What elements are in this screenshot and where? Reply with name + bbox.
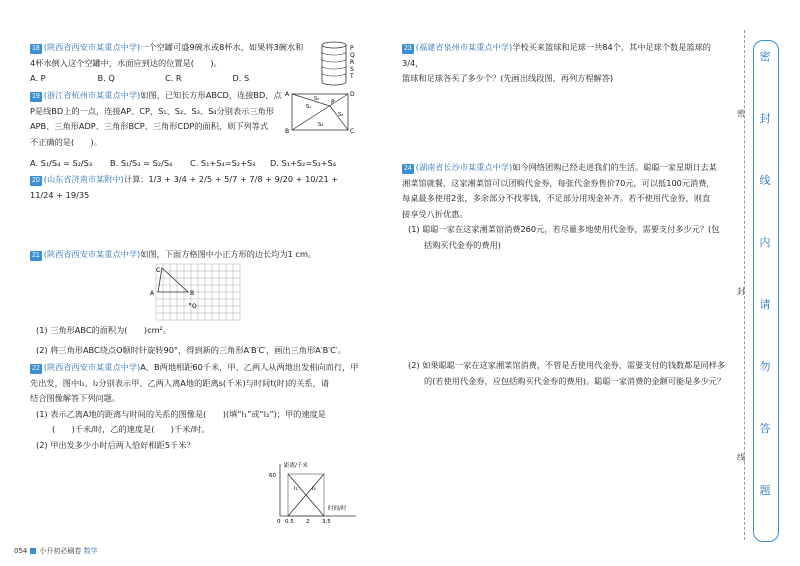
- x-tick-label: 2: [306, 519, 310, 525]
- mark-label: T: [350, 73, 354, 80]
- question-21-part2: (2) 将三角形ABC绕点O顺时针旋转90°，得到新的三角形A′B′C′，画出三角形A′B′C′。: [36, 345, 346, 355]
- question-text: P是线BD上的一点，连接AP、CP，S₁、S₂、S₃、S₄分别表示三角形: [30, 105, 274, 116]
- question-source: (福建省泉州市某重点中学): [415, 42, 513, 52]
- x-tick-label: 0: [277, 519, 281, 525]
- question-text: 计算：1/3 + 3/4 + 2/5 + 5/7 + 7/8 + 9/20 + 10/21 + 11/24 + 19/35: [30, 174, 339, 200]
- mark-label: R: [350, 59, 355, 66]
- question-text: 接享受八折优惠。: [402, 208, 468, 219]
- seal-char: 答: [759, 422, 771, 435]
- question-text: 的(若使用代金券，应包括购买代金券的费用)。聪聪一家消费的金额可能是多少元？: [424, 375, 726, 386]
- vertex-label: B: [190, 290, 195, 297]
- footer-square-icon: [30, 548, 36, 554]
- binding-label: 密: [737, 109, 745, 118]
- seal-char: 密: [759, 50, 771, 63]
- question-text: 结合图像解答下列问题。: [30, 393, 121, 403]
- question-20: [30, 172, 360, 203]
- binding-label: 封: [737, 287, 745, 296]
- question-22: [30, 360, 370, 453]
- area-label: S₂: [314, 96, 320, 102]
- question-number: 18: [32, 45, 40, 52]
- question-number: 20: [32, 177, 40, 184]
- question-24: [402, 160, 737, 253]
- question-source: (浙江省杭州市某重点中学): [43, 90, 141, 100]
- rectangle-figure: [284, 88, 356, 138]
- question-text: 篮球和足球各买了多少个？(先画出线段图，再列方程解答): [402, 73, 614, 83]
- vertex-label: A: [285, 91, 290, 98]
- x-tick-label: 3.5: [322, 519, 331, 525]
- question-22-part1: (1) 表示乙离A地的距离与时间的关系的图像是( )(填“l₁”或“l₂”)；甲的速度是: [36, 408, 326, 419]
- vertex-label: C: [350, 128, 355, 135]
- y-tick-label: 60: [269, 473, 276, 479]
- area-label: S₄: [338, 112, 344, 118]
- subject-label: 数学: [83, 547, 98, 555]
- option-a: A. S₁/S₄ = S₂/S₃: [30, 158, 93, 168]
- question-22-part1: ( )千米/时，乙的速度是( )千米/时。: [52, 424, 210, 434]
- footer: [14, 546, 98, 556]
- question-source: (陕西省西安市某重点中学): [43, 249, 141, 259]
- page-number: 054: [14, 547, 28, 555]
- vertex-label: D: [350, 91, 355, 98]
- seal-char: 请: [759, 298, 771, 311]
- book-title: 小升初必刷卷: [39, 547, 82, 555]
- question-22-part2: (2) 甲出发多少小时后两人恰好相距5千米？: [36, 439, 195, 450]
- question-number: 24: [404, 165, 412, 172]
- question-source: (陕西省西安市某重点中学): [43, 42, 141, 52]
- mark-label: Q: [350, 52, 355, 59]
- question-text: 如图，下面方格图中小正方形的边长均为1 cm。: [140, 249, 317, 259]
- mark-label: P: [350, 45, 354, 52]
- binding-label: 线: [737, 453, 745, 462]
- question-text: 先出发，图中l₁、l₂分别表示甲、乙两人离A地的距离s(千米)与时间t(时)的关系，请: [30, 377, 329, 388]
- question-text: 每桌最多使用2张，多余部分不找零钱，不足部分用现金补齐。若不使用代金券，则直: [402, 193, 711, 203]
- question-21-part1: (1) 三角形ABC的面积为( )cm²。: [36, 325, 172, 335]
- question-number: 23: [404, 45, 412, 52]
- question-text: APB、三角形ADP、三角形BCP、三角形CDP的面积，则下列等式: [30, 121, 269, 131]
- x-tick-label: 0.5: [285, 519, 294, 525]
- jar-figure: [318, 40, 364, 90]
- line-label: l₂: [312, 486, 316, 492]
- question-24-part2: [408, 358, 738, 389]
- question-text: 湘菜馆就餐，这家湘菜馆可以团购代金券，每张代金券售价70元，可以抵100元消费，: [402, 177, 715, 188]
- vertex-label: P: [331, 99, 335, 106]
- seal-char: 封: [759, 112, 771, 125]
- question-text: 不正确的是( )。: [30, 136, 102, 147]
- question-number: 19: [32, 93, 40, 100]
- binding-line: [744, 30, 745, 540]
- seal-char: 题: [759, 484, 771, 497]
- area-label: S₁: [306, 104, 312, 110]
- question-18: [30, 40, 330, 87]
- question-text: 如今网络团购已经走进我们的生活。聪聪一家星期日去某: [512, 162, 717, 172]
- mark-label: S: [350, 66, 354, 73]
- question-text: 一个空罐可盛9碗水或8杯水，如果将3碗水和: [140, 42, 304, 52]
- question-text: A、B两地相距60千米，甲、乙两人从两地出发相向而行，甲: [140, 362, 359, 372]
- option-b: B. Q: [97, 73, 115, 83]
- question-21: [30, 247, 370, 263]
- option-b: B. S₁/S₃ = S₂/S₄: [110, 158, 173, 168]
- question-source: (湖南省长沙市某重点中学): [415, 162, 513, 172]
- option-d: D. S: [232, 73, 250, 83]
- question-text: 学校买来篮球和足球一共84个，其中足球个数是篮球的3/4，: [402, 42, 711, 68]
- seal-char: 内: [759, 236, 771, 249]
- question-19: [30, 88, 337, 172]
- vertex-label: C: [156, 267, 161, 274]
- option-d: D. S₁+S₂=S₃+S₄: [270, 158, 337, 168]
- question-24-part1: (1) 聪聪一家在这家湘菜馆消费260元，若尽量多地使用代金券，需要支付多少元？(包: [408, 224, 720, 234]
- option-a: A. P: [30, 73, 46, 83]
- line-label: l₁: [294, 486, 298, 492]
- question-text: 4杯水倒入这个空罐中，水面应到达的位置是( )。: [30, 57, 222, 68]
- point-label: O: [192, 303, 197, 310]
- question-24-part1: 括购买代金券的费用): [424, 239, 501, 250]
- question-source: (陕西省西安市某重点中学): [43, 362, 141, 372]
- vertex-label: B: [285, 128, 290, 135]
- question-number: 21: [32, 252, 40, 259]
- question-23: [402, 40, 732, 87]
- question-text: (2) 如果聪聪一家在这家湘菜馆消费，不管是否使用代金券，需要支付的钱数都是同样多: [408, 360, 726, 370]
- question-number: 22: [32, 365, 40, 372]
- question-text: 如图，已知长方形ABCD，连接BD，点: [140, 90, 282, 100]
- grid-figure: [148, 262, 248, 322]
- option-c: C. R: [165, 73, 182, 83]
- question-source: (山东省济南市某附中): [43, 174, 124, 184]
- seal-char: 线: [759, 174, 771, 187]
- vertex-label: A: [150, 290, 155, 297]
- distance-time-graph: [266, 460, 366, 526]
- x-axis-label: 时间/时: [328, 506, 347, 512]
- option-c: C. S₁+S₄=S₂+S₃: [190, 158, 256, 168]
- area-label: S₃: [318, 122, 324, 128]
- seal-char: 勿: [759, 360, 771, 373]
- y-axis-label: 距离/千米: [284, 463, 308, 469]
